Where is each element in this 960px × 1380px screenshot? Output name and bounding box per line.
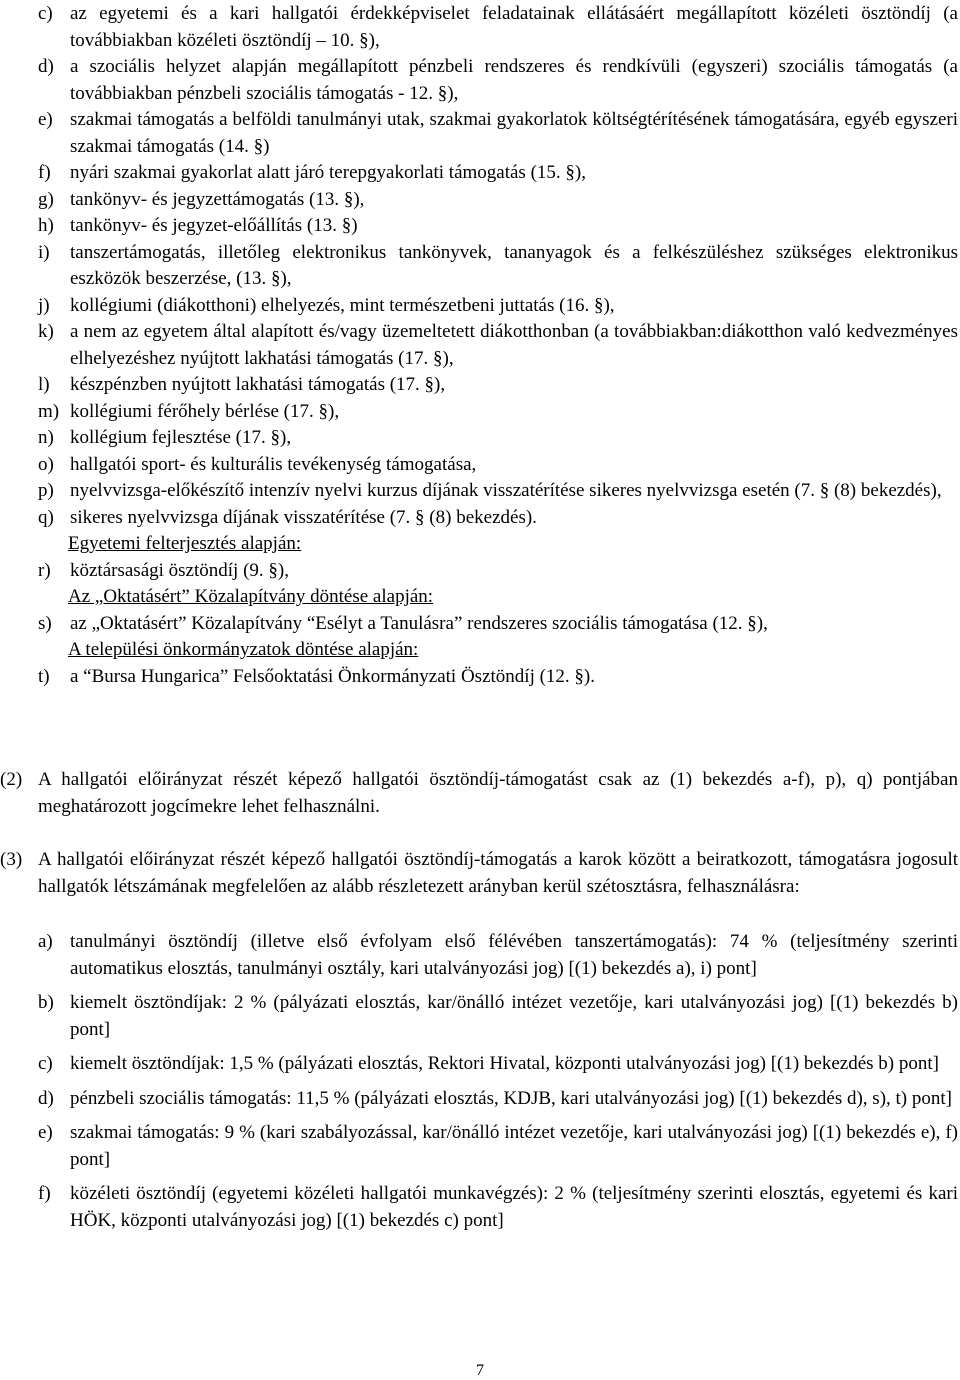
heading-university: Egyetemi felterjesztés alapján: [68, 533, 302, 554]
list-item: o) hallgatói sport- és kulturális tevékenység támogatása, [38, 453, 477, 475]
heading-foundation: Az „Oktatásért” Közalapítvány döntése alapján: [68, 586, 434, 607]
page-number: 7 [476, 1362, 484, 1379]
heading-local-government: A települési önkormányzatok döntése alapján: [68, 639, 419, 660]
list-item: f) nyári szakmai gyakorlat alatt járó terepgyakorlati támogatás (15. §), [38, 162, 586, 183]
paragraph-2: (2) A hallgatói előirányzat részét képező hallgatói ösztöndíj-támogatást csak az (1) bekezdés a-f), p), q) pontjában meghatározott jogcímekre lehet felhasználni. [0, 769, 958, 817]
list-item: e) szakmai támogatás a belföldi tanulmányi utak, szakmai gyakorlatok költségtérítésének támogatására, egyéb egyszeri szakmai támogatás (14. §) [38, 109, 958, 157]
allocation-item: f) közéleti ösztöndíj (egyetemi közéleti hallgatói munkavégzés): 2 % (teljesítmény szerinti elosztás, egyetemi és kari HÖK, központi utalványozási jog) [(1) bekezdés c) pont] [38, 1183, 958, 1231]
allocation-item: a) tanulmányi ösztöndíj (illetve első évfolyam első félévében tanszertámogatás): 74 % (teljesítmény szerinti automatikus elosztás, tanulmányi osztály, kari utalványozási jog) [(1) bekezdés a), i) pont] [38, 931, 958, 979]
list-item: h) tankönyv- és jegyzet-előállítás (13. §) [38, 215, 358, 236]
entitlement-list [38, 1, 960, 690]
allocation-item: e) szakmai támogatás: 9 % (kari szabályozással, kar/önálló intézet vezetője, kari utalványozási jog) [(1) bekezdés e), f) pont] [38, 1122, 958, 1170]
allocation-item: c) kiemelt ösztöndíjak: 1,5 % (pályázati elosztás, Rektori Hivatal, központi utalványozási jog) [(1) bekezdés b) pont] [38, 1053, 939, 1074]
list-item: l) készpénzben nyújtott lakhatási támogatás (17. §), [38, 374, 446, 395]
list-item: p) nyelvvizsga-előkészítő intenzív nyelvi kurzus díjának visszatérítése sikeres nyelvvizsga esetén (7. § (8) bekezdés), [38, 480, 942, 501]
list-item-s: s) az „Oktatásért” Közalapítvány “Esélyt a Tanulásra” rendszeres szociális támogatása (12. §), [38, 612, 768, 634]
allocation-list [38, 929, 960, 1242]
list-item: m) kollégiumi férőhely bérlése (17. §), [38, 400, 340, 422]
list-item: q) sikeres nyelvvizsga díjának visszatérítése (7. § (8) bekezdés). [38, 506, 537, 528]
list-item-r: r) köztársasági ösztöndíj (9. §), [38, 559, 289, 581]
list-item: j) kollégiumi (diákotthoni) elhelyezés, mint természetbeni juttatás (16. §), [38, 294, 615, 316]
list-item: i) tanszertámogatás, illetőleg elektronikus tankönyvek, tananyagok és a felkészüléshez szükséges elektronikus eszközök beszerzése, (13. §), [38, 241, 958, 289]
list-item: k) a nem az egyetem által alapított és/vagy üzemeltetett diákotthonban (a továbbiakban:diákotthon való kedvezményes elhelyezéshez nyújtott lakhatási támogatás (17. §), [38, 321, 958, 369]
list-item: c) az egyetemi és a kari hallgatói érdekképviselet feladatainak ellátásáért megállapított közéleti ösztöndíj (a továbbiakban közéleti ösztöndíj – 10. §), [38, 3, 958, 51]
allocation-item: b) kiemelt ösztöndíjak: 2 % (pályázati elosztás, kar/önálló intézet vezetője, kari utalványozási jog) [(1) bekezdés b) pont] [38, 992, 958, 1040]
paragraph-3: (3) A hallgatói előirányzat részét képező hallgatói ösztöndíj-támogatás a karok között a beiratkozott, támogatásra jogosult hallgatók létszámának megfelelően az alább részletezett arányban kerül szétosztásra, felhasználásra: [0, 849, 958, 897]
list-item: n) kollégium fejlesztése (17. §), [38, 427, 292, 448]
allocation-item: d) pénzbeli szociális támogatás: 11,5 % (pályázati elosztás, KDJB, kari utalványozási jog) [(1) bekezdés d), s), t) pont] [38, 1087, 952, 1109]
list-item-t: t) a “Bursa Hungarica” Felsőoktatási Önkormányzati Ösztöndíj (12. §). [38, 665, 595, 687]
list-item: g) tankönyv- és jegyzettámogatás (13. §), [38, 188, 365, 210]
list-item: d) a szociális helyzet alapján megállapított pénzbeli rendszeres és rendkívüli (egyszeri) szociális támogatás (a továbbiakban pénzbeli szociális támogatás - 12. §), [38, 56, 958, 104]
